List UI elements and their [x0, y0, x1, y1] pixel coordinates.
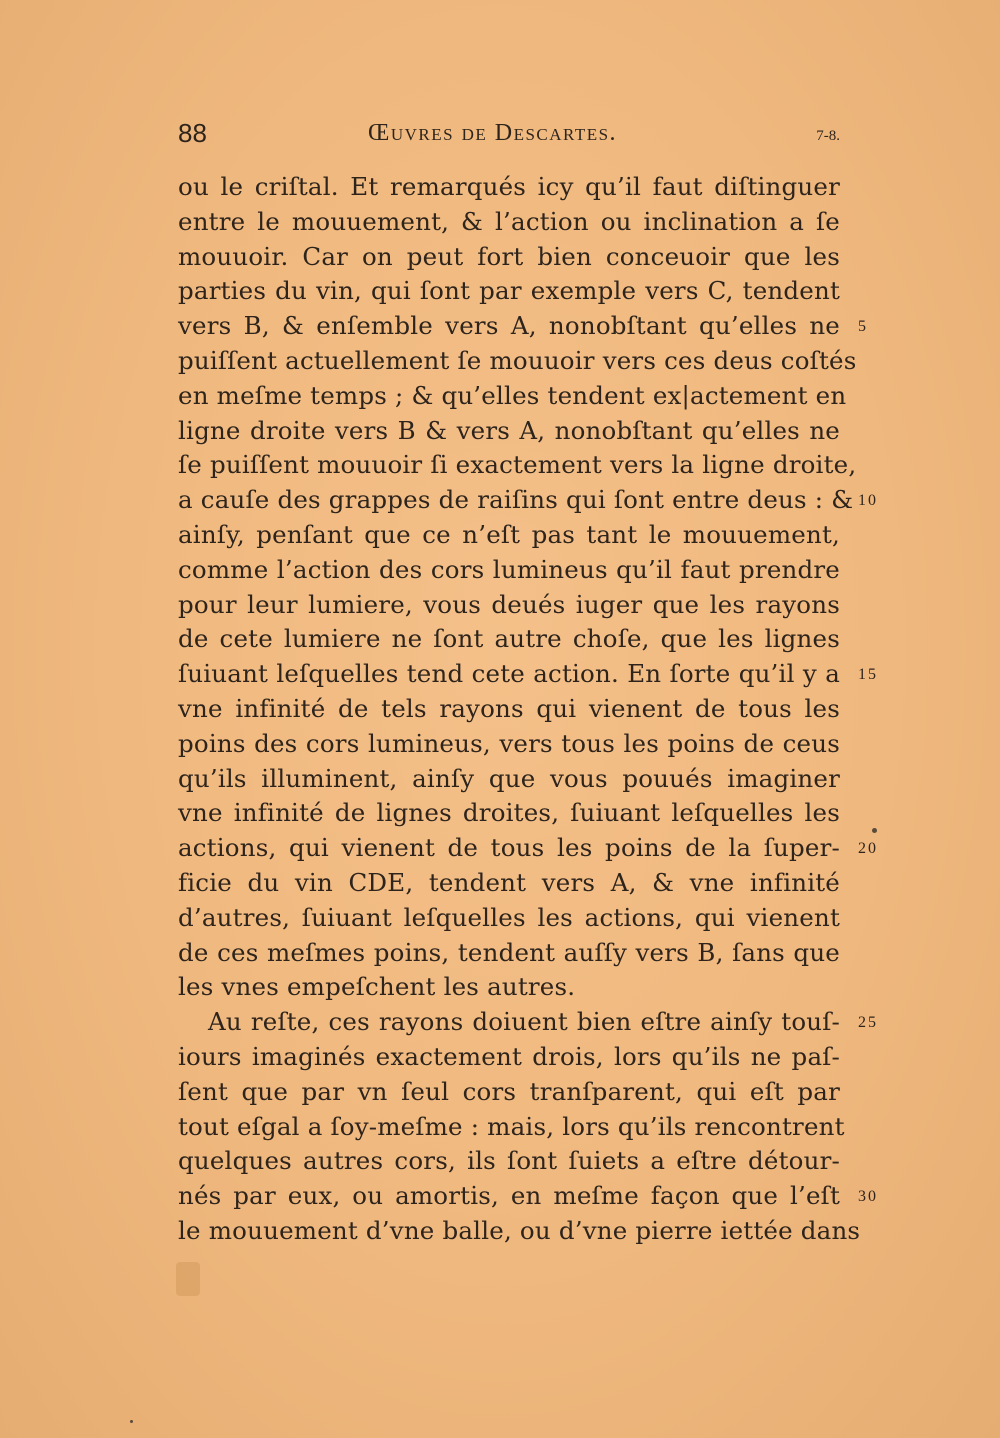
faint-bleed-through-mark: [176, 1262, 200, 1296]
text-line: vne infinité de tels rayons qui vienent de tous les: [178, 693, 840, 723]
text-line: d’autres, ſuiuant leſquelles les actions, qui vienent: [178, 902, 840, 932]
text-line: ſe puiſſent mouuoir ſi exactement vers la ligne droite,: [178, 450, 857, 480]
text-line: parties du vin, qui ſont par exemple vers C, tendent: [178, 276, 840, 306]
margin-number: 5: [858, 318, 868, 335]
running-title: Œuvres de Descartes.: [368, 120, 618, 146]
text-line: nés par eux, ou amortis, en meſme façon que l’eſt: [178, 1181, 840, 1211]
text-line: de ces meſmes poins, tendent auſſy vers B, ſans que: [178, 937, 840, 967]
text-line: ainſy, penſant que ce n’eſt pas tant le mouuement,: [178, 519, 840, 549]
text-line: ficie du vin CDE, tendent vers A, & vne infinité: [178, 867, 840, 897]
body-text: [178, 170, 861, 1249]
text-line: puiſſent actuellement ſe mouuoir vers ces deus coſtés: [178, 345, 857, 375]
margin-number: 30: [858, 1188, 878, 1205]
text-line: ou le criſtal. Et remarqués icy qu’il faut diſtinguer: [178, 172, 840, 201]
text-line: le mouuement d’vne balle, ou d’vne pierre iettée dans: [178, 1215, 861, 1245]
text-line: en meſme temps ; & qu’elles tendent ex|actement en: [178, 380, 847, 410]
ink-speck: [872, 828, 877, 833]
text-line: entre le mouuement, & l’action ou inclination a ſe: [178, 206, 840, 236]
text-line: de cete lumiere ne ſont autre choſe, que les lignes: [178, 624, 840, 654]
page-header: [178, 118, 840, 158]
text-line: ſent que par vn ſeul cors tranſparent, qui eſt par: [178, 1076, 840, 1106]
text-line: ligne droite vers B & vers A, nonobſtant qu’elles ne: [178, 415, 840, 445]
margin-number: 10: [858, 492, 878, 509]
text-line: ſuiuant leſquelles tend cete action. En ſorte qu’il y a: [178, 659, 840, 689]
page-signature: 7-8.: [816, 128, 840, 144]
text-line: actions, qui vienent de tous les poins de la ſuper-: [178, 833, 840, 863]
margin-number: 15: [858, 666, 878, 683]
text-line: vne infinité de lignes droites, ſuiuant leſquelles les: [178, 798, 840, 828]
ink-speck: [130, 1420, 133, 1423]
paragraph-last-line: les vnes empeſchent les autres.: [178, 972, 576, 1002]
margin-number: 20: [858, 840, 878, 857]
paragraph-first-line: Au reſte, ces rayons doiuent bien eſtre ainſy touſ-: [208, 1007, 840, 1037]
text-line: a cauſe des grappes de raiſins qui ſont entre deus : &: [178, 485, 854, 515]
text-line: iours imaginés exactement drois, lors qu’ils ne paſ-: [178, 1041, 840, 1071]
text-line: tout eſgal a ſoy-meſme : mais, lors qu’ils rencontrent: [178, 1111, 845, 1141]
text-line: quelques autres cors, ils ſont ſuiets a eſtre détour-: [178, 1146, 840, 1176]
text-line: comme l’action des cors lumineus qu’il faut prendre: [178, 554, 840, 584]
text-line: poins des cors lumineus, vers tous les poins de ceus: [178, 728, 840, 758]
text-line: vers B, & enſemble vers A, nonobſtant qu’elles ne: [178, 311, 840, 341]
text-line: qu’ils illuminent, ainſy que vous pouués imaginer: [178, 763, 840, 793]
margin-number: 25: [858, 1014, 878, 1031]
text-line: pour leur lumiere, vous deués iuger que les rayons: [178, 589, 840, 619]
text-line: mouuoir. Car on peut fort bien conceuoir que les: [178, 241, 840, 271]
page-number: 88: [178, 118, 207, 148]
